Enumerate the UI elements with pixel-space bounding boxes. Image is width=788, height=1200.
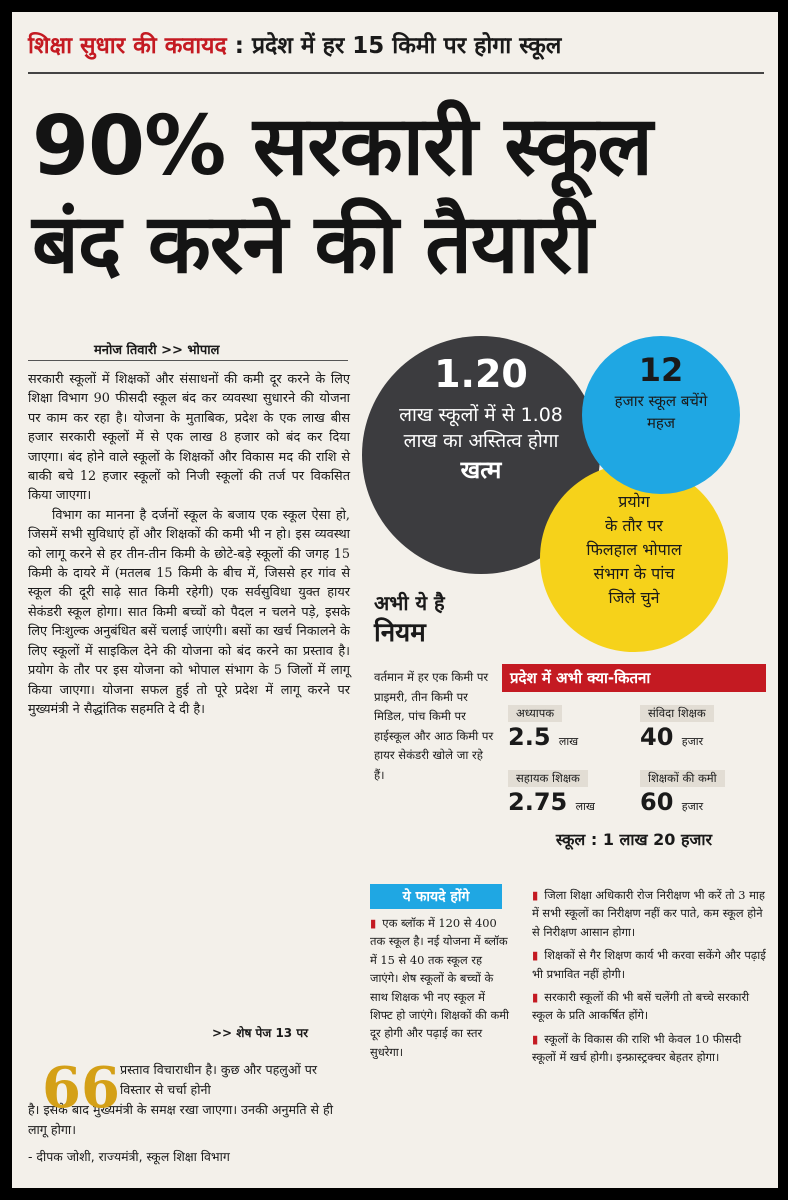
- stat-cell: [634, 702, 766, 757]
- circle-line: संभाग के पांच: [593, 564, 675, 583]
- list-item: ▮ सरकारी स्कूलों की भी बसें चलेंगी तो बच्चे सरकारी स्कूल के प्रति आकर्षित होंगे।: [532, 990, 750, 1023]
- kicker-subhead: : प्रदेश में हर 15 किमी पर होगा स्कूल: [234, 33, 562, 59]
- benefits-list: [532, 886, 768, 1072]
- divider: [28, 72, 764, 74]
- stat-label: सहायक शिक्षक: [508, 770, 588, 787]
- headline-line-1: 90% सरकारी स्कूल: [32, 99, 652, 194]
- stats-title: प्रदेश में अभी क्या-कितना: [502, 664, 766, 692]
- quote-line: है। इसके बाद मुख्यमंत्री के समक्ष रखा जाएगा। उनकी अनुमति से ही लागू होगा।: [28, 1102, 333, 1137]
- stat-value: 60 हजार: [640, 788, 704, 816]
- continued-note: >> शेष पेज 13 पर: [212, 1026, 309, 1040]
- list-item: ▮ शिक्षकों से गैर शिक्षण कार्य भी करवा सकेंगे और पढ़ाई भी प्रभावित नहीं होगी।: [532, 948, 766, 981]
- quote-line: प्रस्ताव विचाराधीन है। कुछ और पहलुओं पर विस्तार से चर्चा होनी: [120, 1062, 318, 1097]
- byline: मनोज तिवारी >> भोपाल: [94, 343, 220, 358]
- circle-line: के तौर पर: [605, 516, 663, 535]
- bullet-icon: ▮: [370, 916, 377, 930]
- kicker: [28, 28, 764, 60]
- stat-text-end: खत्म: [460, 456, 502, 484]
- stat-text: लाख स्कूलों में से 1.08 लाख का अस्तित्व होगा: [399, 404, 563, 452]
- stats-row: [502, 767, 766, 822]
- bullet-icon: ▮: [532, 1031, 539, 1046]
- article-body: [28, 370, 350, 719]
- stat-cell: [502, 767, 634, 822]
- benefits-title: ये फायदे होंगे: [370, 884, 502, 909]
- stats-table: [502, 664, 766, 876]
- stat-label: शिक्षकों की कमी: [640, 770, 725, 787]
- pull-quote: [28, 1055, 348, 1165]
- bullet-icon: ▮: [532, 888, 539, 902]
- stat-cell: [634, 767, 766, 822]
- stat-text: हजार स्कूल बचेंगे महज: [614, 392, 708, 432]
- article-paragraph: सरकारी स्कूलों में शिक्षकों और संसाधनों की कमी दूर करने के लिए शिक्षा विभाग 90 फीसदी स्कूल बंद कर व्यवस्था सुधारने की योजना पर काम कर रहा है। योजना के मुताबिक, प्रदेश के एक लाख बीस हजार सरकारी स्कूलों में से एक लाख 8 हजार को बंद कर दिया जाएगा। बंद होने वाले स्कूलों के शिक्षकों और विकास मद की राशि से बाकी बचे 12 हजार स्कूलों को निजी स्कूलों की तर्ज पर विकसित किया जाएगा।: [28, 372, 350, 504]
- stats-row: [502, 702, 766, 757]
- list-item: ▮ स्कूलों के विकास की राशि भी केवल 10 फीसदी स्कूलों में खर्च होगी। इन्फ्रास्ट्रक्चर बेहतर होगा।: [532, 1031, 742, 1065]
- stat-label: अध्यापक: [508, 705, 562, 722]
- bullet-icon: ▮: [532, 948, 539, 963]
- rules-heading: [374, 590, 445, 650]
- circle-line: जिले चुने: [608, 588, 660, 607]
- column-divider: [28, 360, 348, 361]
- kicker-label: शिक्षा सुधार की कवायद: [28, 33, 227, 59]
- stat-circle-blue: [582, 336, 740, 494]
- stat-number: 1.20: [434, 352, 528, 396]
- quote-icon: 66: [42, 1055, 120, 1121]
- stat-value: 40 हजार: [640, 723, 704, 751]
- benefit-text: एक ब्लॉक में 120 से 400 तक स्कूल है। नई योजना में ब्लॉक में 15 से 40 तक स्कूल रह जाएंगे। शेष स्कूलों के बच्चों के साथ शिक्षक भी नए स्कूल में शिफ्ट हो जाएंगे। शिक्षकों की कमी दूर होगी और पढ़ाई का स्तर सुधरेगा।: [370, 916, 509, 1059]
- rules-title: अभी ये है: [374, 591, 445, 615]
- rules-text: वर्तमान में हर एक किमी पर प्राइमरी, तीन किमी पर मिडिल, पांच किमी पर हाईस्कूल और आठ किमी पर हायर सेकंडरी खोले जा रहे हैं।: [374, 670, 494, 782]
- circle-line: फिलहाल भोपाल: [586, 540, 682, 559]
- circle-line: प्रयोग: [618, 492, 650, 511]
- stat-value: 2.5 लाख: [508, 723, 579, 751]
- article-paragraph: विभाग का मानना है दर्जनों स्कूल के बजाय एक स्कूल ऐसा हो, जिसमें सभी सुविधाएं हों और शिक्षकों की कमी भी न हो। इस व्यवस्था को लागू करने से हर तीन-तीन किमी के छोटे-बड़े स्कूलों की जगह 15 किमी के दायरे में (मतलब 15 किमी के बीच में, जिससे हर गांव से स्कूल की दूरी साढ़े सात किमी रहेगी) एक सर्वसुविधा युक्त हायर सेकंडरी स्कूल होगा। सात किमी बच्चों को पैदल न चलने पड़े, इसके लिए निःशुल्क अनुबंधित बसें चलाई जाएंगी। बसों का खर्च निकालने के लिए स्कूलों में साइकिल देने की योजना को बंद करने का प्रस्ताव है। प्रयोग के तौर पर इस योजना को भोपाल संभाग के 5 जिलों में लागू किया जाएगा। योजना सफल हुई तो पूरे प्रदेश में लागू करने पर मुख्यमंत्री ने सैद्धांतिक सहमति दे दी है।: [28, 507, 350, 717]
- rules-subtitle: नियम: [374, 618, 426, 648]
- stat-value: 2.75 लाख: [508, 788, 595, 816]
- list-item: ▮ जिला शिक्षा अधिकारी रोज निरीक्षण भी करें तो 3 माह में सभी स्कूलों का निरीक्षण नहीं कर पाते, कम स्कूल होने से निरीक्षण आसान होगा।: [532, 888, 765, 939]
- headline-line-2: बंद करने की तैयारी: [32, 197, 593, 292]
- headline: [32, 98, 772, 294]
- stat-number: 12: [638, 351, 684, 389]
- stat-cell: [502, 702, 634, 757]
- benefits-left: [370, 914, 510, 1061]
- stats-total: स्कूल : 1 लाख 20 हजार: [555, 830, 713, 849]
- stat-circle-yellow: [540, 464, 728, 652]
- newspaper-clipping: [12, 12, 778, 1188]
- quote-author: - दीपक जोशी, राज्यमंत्री, स्कूल शिक्षा विभाग: [28, 1149, 230, 1164]
- bullet-icon: ▮: [532, 990, 539, 1005]
- stat-label: संविदा शिक्षक: [640, 705, 714, 722]
